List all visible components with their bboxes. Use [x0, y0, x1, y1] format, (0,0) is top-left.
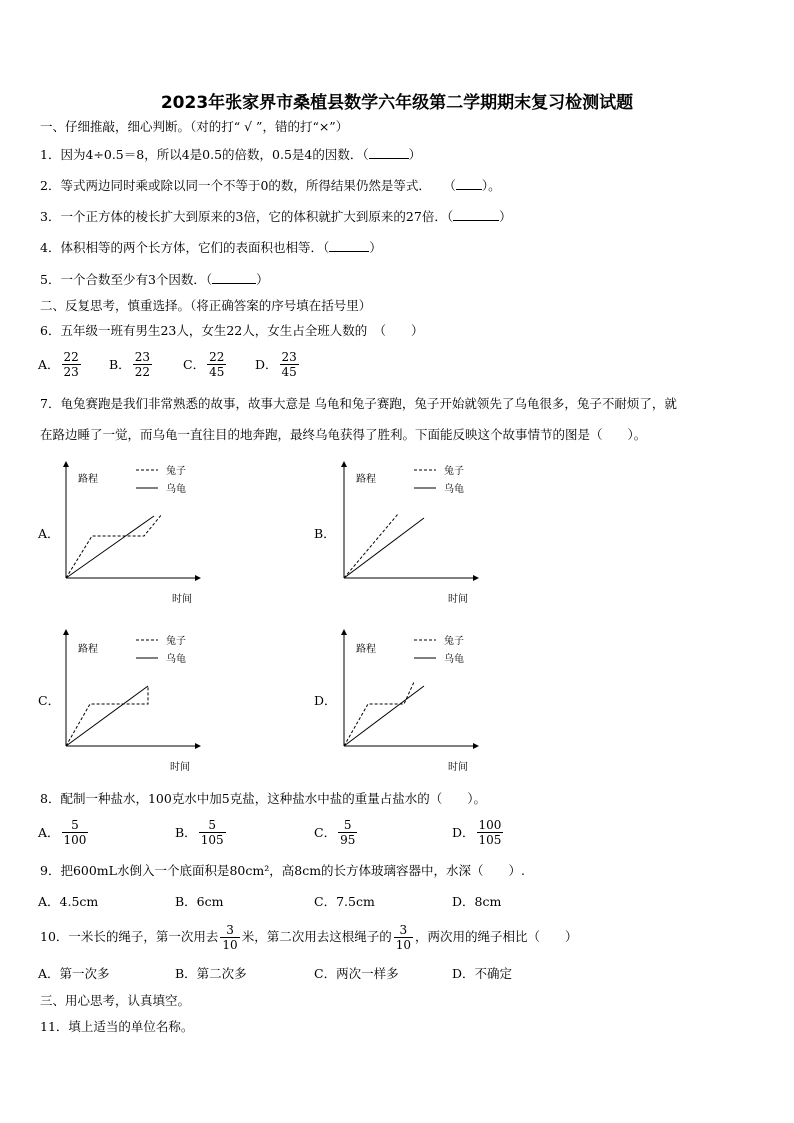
fraction: $\frac{22}{23}$ — [63, 350, 79, 379]
question-5: 5．一个合数至少有3个因数．（ ） — [40, 272, 269, 287]
q9-option-b[interactable]: B．6cm — [175, 894, 224, 909]
y-axis-label: 路程 — [356, 474, 376, 485]
answer-blank[interactable] — [453, 208, 499, 221]
legend-rabbit: 兔子 — [166, 466, 186, 477]
fraction: $\frac{23}{45}$ — [281, 350, 297, 379]
graph-b[interactable] — [336, 458, 486, 608]
question-8: 8．配制一种盐水，100克水中加5克盐，这种盐水中盐的重量占盐水的（ ）。 — [40, 791, 487, 806]
answer-blank[interactable] — [369, 146, 409, 159]
turtle-line — [66, 516, 154, 578]
fraction: $\frac{23}{22}$ — [134, 350, 150, 379]
q6-option-b[interactable]: B． $\frac{23}{22}$ — [109, 350, 150, 379]
y-axis-label: 路程 — [78, 644, 98, 655]
q10-option-d[interactable]: D．不确定 — [452, 966, 513, 981]
q7-option-a[interactable]: A． — [38, 526, 60, 541]
question-6: 6．五年级一班有男生23人，女生22人，女生占全班人数的 （ ） — [40, 323, 424, 338]
q8-option-d[interactable]: D． $\frac{100}{105}$ — [452, 818, 502, 847]
legend-turtle: 乌龟 — [444, 654, 464, 665]
section-3-heading: 三、用心思考，认真填空。 — [40, 993, 191, 1008]
q9-option-a[interactable]: A．4.5cm — [38, 894, 99, 909]
fraction: $\frac{5}{95}$ — [340, 818, 356, 847]
turtle-line — [344, 518, 424, 578]
answer-blank[interactable] — [329, 239, 369, 252]
legend-rabbit: 兔子 — [444, 636, 464, 647]
question-11: 11．填上适当的单位名称。 — [40, 1019, 194, 1034]
q8-option-b[interactable]: B． $\frac{5}{105}$ — [175, 818, 224, 847]
x-axis-label: 时间 — [448, 594, 468, 605]
graph-d[interactable] — [336, 626, 486, 776]
question-9: 9．把600mL水倒入一个底面积是80cm²，高8cm的长方体玻璃容器中，水深（ ）. — [40, 863, 526, 878]
question-1: 1．因为4÷0.5＝8，所以4是0.5的倍数，0.5是4的因数．（ ） — [40, 147, 422, 162]
fraction: $\frac{22}{45}$ — [209, 350, 225, 379]
fraction: $\frac{5}{105}$ — [200, 818, 224, 847]
legend-rabbit: 兔子 — [166, 636, 186, 647]
legend-turtle: 乌龟 — [444, 484, 464, 495]
rabbit-line — [344, 514, 398, 578]
legend-turtle: 乌龟 — [166, 484, 186, 495]
question-7-line-1: 7．龟兔赛跑是我们非常熟悉的故事，故事大意是 乌龟和兔子赛跑，兔子开始就领先了乌龟很多，兔子不耐烦了，就 — [40, 396, 677, 411]
question-4: 4．体积相等的两个长方体，它们的表面积也相等．（ ） — [40, 240, 382, 255]
x-axis-label: 时间 — [170, 762, 190, 773]
turtle-line — [66, 686, 148, 746]
answer-blank[interactable] — [456, 177, 482, 190]
q8-option-c[interactable]: C． $\frac{5}{95}$ — [314, 818, 356, 847]
q10-option-c[interactable]: C．两次一样多 — [314, 966, 399, 981]
section-1-heading: 一、仔细推敲，细心判断。（对的打“ √ ”，错的打“×”） — [40, 119, 349, 134]
q6-option-a[interactable]: A． $\frac{22}{23}$ — [38, 350, 79, 379]
question-3: 3．一个正方体的棱长扩大到原来的3倍，它的体积就扩大到原来的27倍．（ ） — [40, 209, 512, 224]
page-title: 2023年张家界市桑植县数学六年级第二学期期末复习检测试题 — [160, 93, 634, 113]
q9-option-c[interactable]: C．7.5cm — [314, 894, 375, 909]
graph-a[interactable] — [58, 458, 208, 608]
x-axis-label: 时间 — [172, 594, 192, 605]
q8-option-a[interactable]: A． $\frac{5}{100}$ — [38, 818, 87, 847]
answer-blank[interactable] — [212, 271, 256, 284]
graph-c[interactable] — [58, 626, 208, 776]
section-2-heading: 二、反复思考，慎重选择。（将正确答案的序号填在括号里） — [40, 298, 372, 313]
x-axis-label: 时间 — [448, 762, 468, 773]
turtle-line — [344, 686, 424, 746]
question-7-line-2: 在路边睡了一觉，而乌龟一直往目的地奔跑，最终乌龟获得了胜利。下面能反映这个故事情节的图是（ ）。 — [40, 427, 647, 442]
legend-turtle: 乌龟 — [166, 654, 186, 665]
q10-option-a[interactable]: A．第一次多 — [38, 966, 110, 981]
q6-option-c[interactable]: C． $\frac{22}{45}$ — [183, 350, 225, 379]
q9-option-d[interactable]: D．8cm — [452, 894, 502, 909]
rabbit-line — [344, 682, 414, 746]
y-axis-label: 路程 — [78, 474, 98, 485]
fraction: $\frac{100}{105}$ — [478, 818, 502, 847]
legend-rabbit: 兔子 — [444, 466, 464, 477]
fraction: $\frac{5}{100}$ — [63, 818, 87, 847]
y-axis-label: 路程 — [356, 644, 376, 655]
q7-option-d[interactable]: D． — [314, 693, 337, 708]
q7-option-b[interactable]: B． — [314, 526, 336, 541]
q6-option-d[interactable]: D． $\frac{23}{45}$ — [255, 350, 297, 379]
fraction: $\frac{3}{10}$ — [222, 923, 238, 952]
question-10: 10．一米长的绳子，第一次用去 $\frac{3}{10}$ 米，第二次用去这根绳子的 $\frac{3}{10}$ ，两次用的绳子相比（ ） — [40, 923, 578, 952]
q7-option-c[interactable]: C． — [38, 693, 61, 708]
fraction: $\frac{3}{10}$ — [395, 923, 411, 952]
q10-option-b[interactable]: B．第二次多 — [175, 966, 247, 981]
question-2: 2．等式两边同时乘或除以同一个不等于0的数，所得结果仍然是等式． （ ）。 — [40, 178, 501, 193]
